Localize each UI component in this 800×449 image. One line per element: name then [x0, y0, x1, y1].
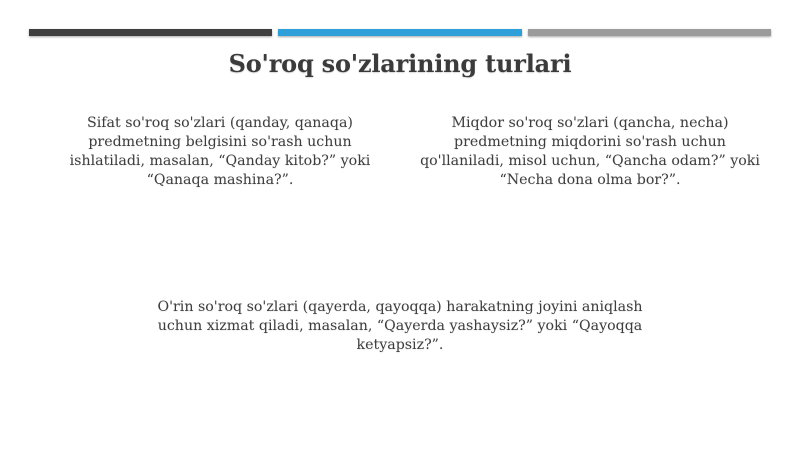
accent-bar-gray — [528, 29, 771, 36]
paragraph-quality-questions: Sifat so'roq so'zlari (qanday, qanaqa) predmetning belgisini so'rash uchun ishlatiladi, masalan, “Qanday kitob?” yoki “Qanaqa mashina?”. — [69, 115, 371, 188]
accent-bar-blue — [278, 29, 522, 36]
slide-title: So'roq so'zlarining turlari — [228, 49, 572, 78]
paragraph-quantity-questions: Miqdor so'roq so'zlari (qancha, necha) predmetning miqdorini so'rash uchun qo'llaniladi, misol uchun, “Qancha odam?” yoki “Necha dona olma bor?”. — [420, 115, 760, 188]
accent-bar-dark — [29, 29, 272, 36]
paragraph-place-questions: O'rin so'roq so'zlari (qayerda, qayoqqa) harakatning joyini aniqlash uchun xizmat qiladi, masalan, “Qayerda yashaysiz?” yoki “Qayoqqa ketyapsiz?”. — [157, 299, 643, 353]
accent-bars — [29, 29, 771, 37]
